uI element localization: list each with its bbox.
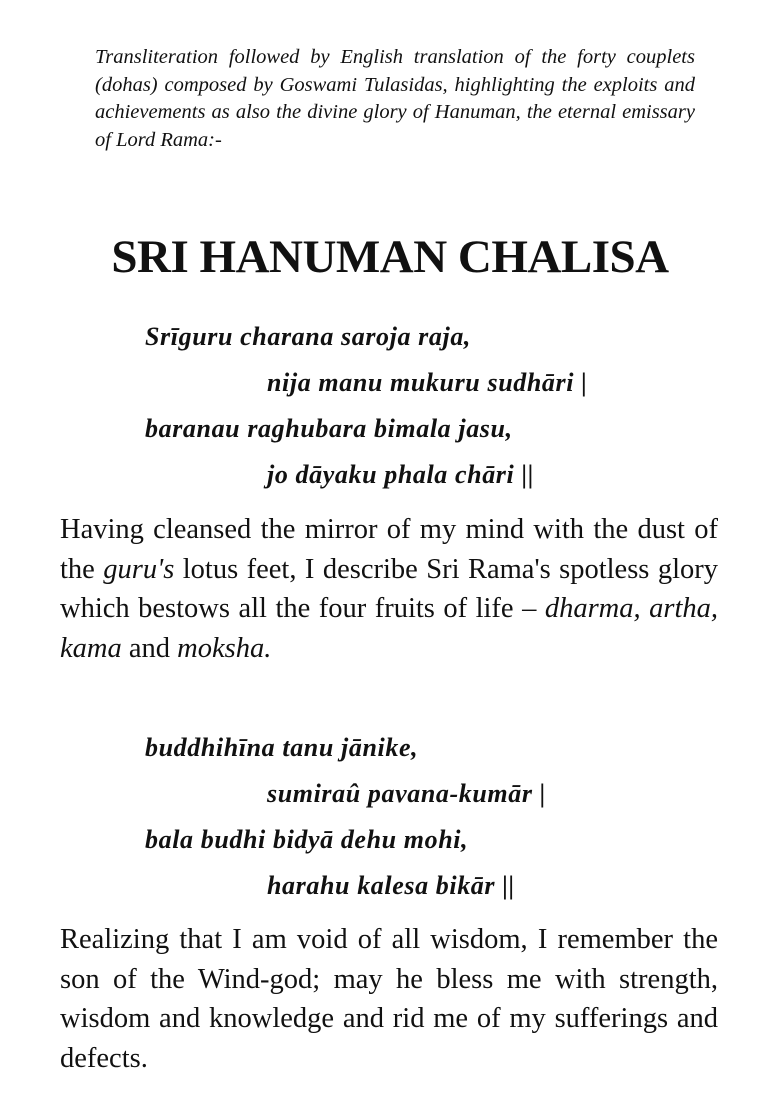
italic-term: dharma, artha, kama bbox=[60, 593, 718, 664]
page-title: SRI HANUMAN CHALISA bbox=[111, 231, 669, 283]
verse-line: sumiraû pavana-kumār | bbox=[267, 779, 546, 808]
verse-line: baranau raghubara bimala jasu, bbox=[145, 414, 513, 443]
text: and bbox=[121, 632, 178, 664]
text: lotus feet, I describe Sri Rama's spotless glory which bestows all the four fruits of life – bbox=[60, 553, 718, 625]
italic-term: moksha. bbox=[177, 632, 272, 664]
verse-line: nija manu mukuru sudhāri | bbox=[267, 368, 588, 397]
translation-paragraph-2: Realizing that I am void of all wisdom, I remember the son of the Wind-god; may he bless me with strength, wisdom and knowledge and rid me of my sufferings and defects. bbox=[60, 924, 718, 1074]
doha-verse-1 bbox=[145, 314, 587, 498]
verse-line: bala budhi bidyā dehu mohi, bbox=[145, 825, 469, 854]
translation-paragraph-1 bbox=[60, 510, 718, 668]
italic-term: guru's bbox=[103, 553, 175, 585]
verse-line: jo dāyaku phala chāri || bbox=[267, 460, 535, 489]
doha-verse-2 bbox=[145, 725, 546, 909]
intro-note: Transliteration followed by English translation of the forty couplets (dohas) composed by Goswami Tulasidas, highlighting the exploits and achievements as also the divine glory of Hanuman, the eternal emissary of Lord Rama:- bbox=[95, 46, 695, 151]
text: Having cleansed the mirror of my mind with the dust of the bbox=[60, 514, 718, 585]
verse-line: harahu kalesa bikār || bbox=[267, 871, 515, 900]
verse-line: Srīguru charana saroja raja, bbox=[145, 322, 472, 351]
verse-line: buddhihīna tanu jānike, bbox=[145, 733, 419, 762]
